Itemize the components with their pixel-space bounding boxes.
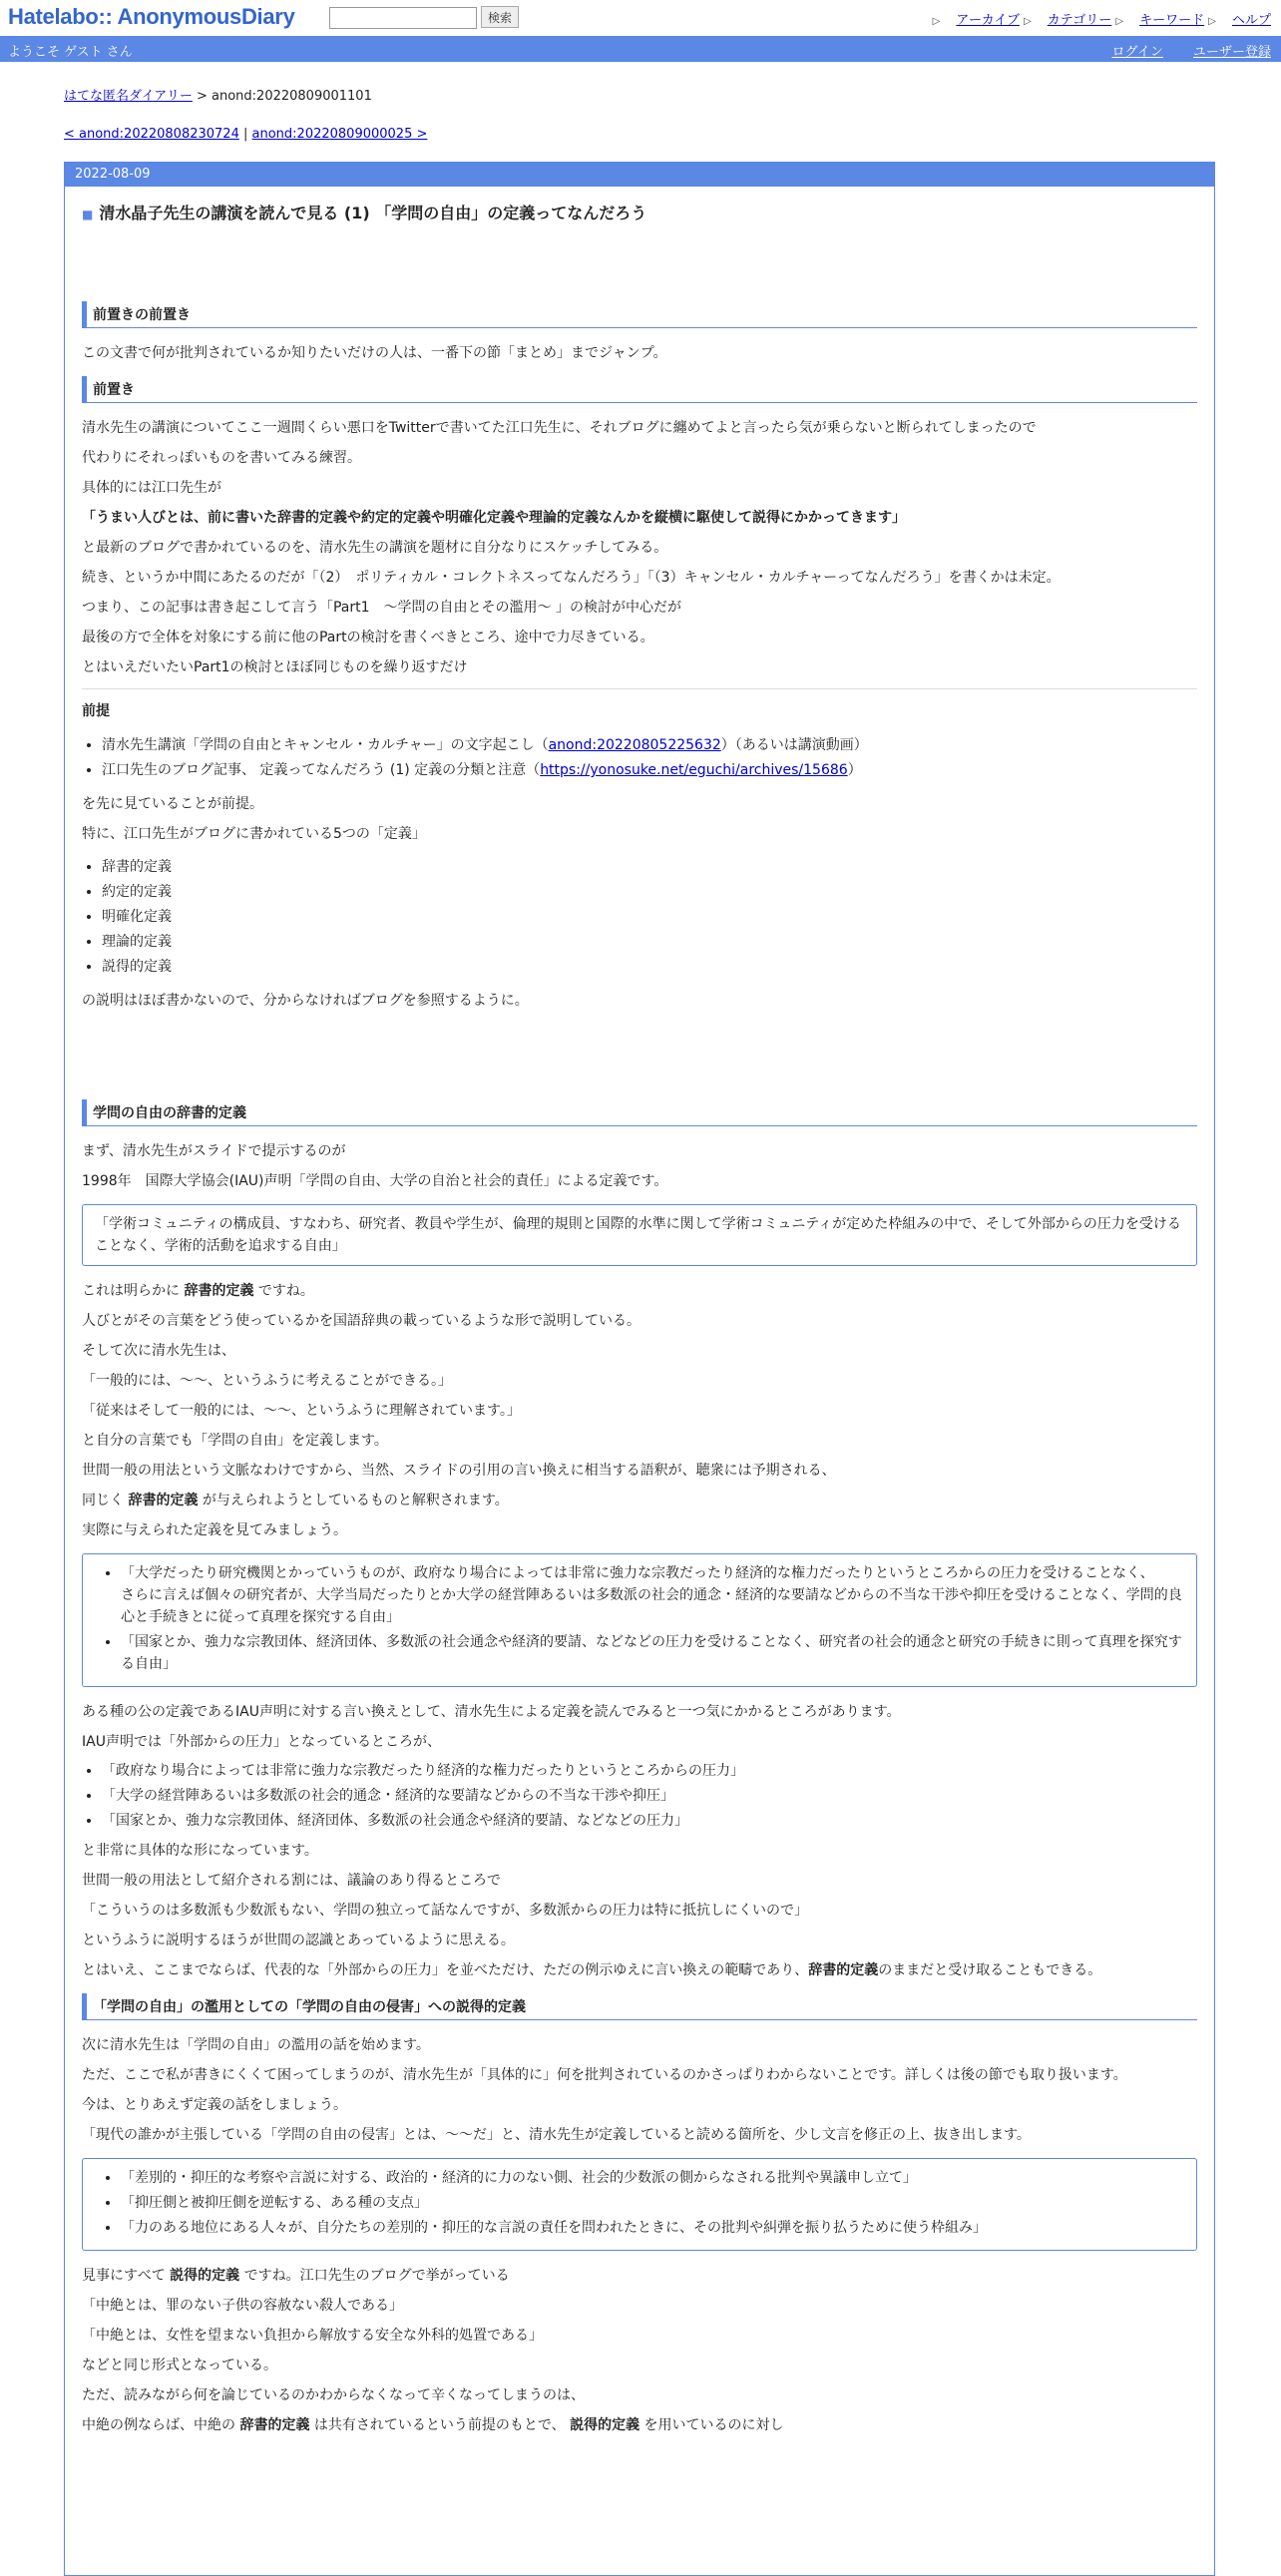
triangle-icon: ▷ [932,16,941,27]
section-heading: 学問の自由の辞書的定義 [82,1099,1197,1126]
section-heading: 「学問の自由」の濫用としての「学問の自由の侵害」への説得的定義 [82,1993,1197,2020]
paragraph: と最新のブログで書かれているのを、清水先生の講演を題材に自分なりにスケッチしてみる。 [82,540,668,556]
text: 「大学だったり研究機関とかっていうものが、政府なり場合によっては非常に強力な宗教だったり経済的な権力だったりというところからの圧力を受けることなく、 [121,1565,1154,1581]
entry-title-text: 清水晶子先生の講演を読んで見る (1) 「学問の自由」の定義ってなんだろう [99,204,647,222]
paragraph: を先に見ていることが前提。 [82,796,263,812]
breadcrumb-sep: > [192,89,213,104]
search-button[interactable]: 検索 [481,6,519,28]
list-item: • 説得的定義 [102,955,1197,980]
paragraph: 実際に与えられた定義を見てみましょう。 [82,1522,347,1538]
reference-link[interactable]: https://yonosuke.net/eguchi/archives/15686 [540,762,848,778]
text: のままだと受け取ることもできる。 [878,1962,1102,1978]
paragraph: まず、清水先生がスライドで提示するのが [82,1143,346,1159]
entry-date: 2022-08-09 [65,163,1214,187]
breadcrumb-home[interactable]: はてな匿名ダイアリー [64,89,193,104]
triangle-icon: ▷ [1024,16,1032,27]
list-item: • 辞書的定義 [102,855,1197,880]
list-text: ） [847,762,862,778]
text: とはいえ、ここまでならば、代表的な「外部からの圧力」を並べただけ、ただの例示ゆえに言い換えの範疇であり、 [82,1962,809,1978]
section-heading: 前置きの前置き [82,301,1197,328]
next-entry-link[interactable]: anond:20220809000025 > [251,127,428,142]
list-item: • 「国家とか、強力な宗教団体、経済団体、多数派の社会通念や経済的要請、などなどの圧力」 [102,1809,1197,1834]
list-item: • 明確化定義 [102,905,1197,930]
welcome-text: ようこそ ゲスト さん [8,45,133,60]
text: ですね。江口先生のブログで挙がっている [239,2268,510,2284]
text: が与えられようとしているものと解釈されます。 [198,1493,509,1508]
paragraph: 清水先生の講演についてここ一週間くらい悪口をTwitterで書いてた江口先生に、それブログに纏めてよと言ったら気が乗らないと断られてしまったので [82,420,1037,436]
paragraph: この文書で何が批判されているか知りたいだけの人は、一番下の節「まとめ」までジャンプ。 [82,345,667,361]
paragraph: などと同じ形式となっている。 [82,2358,277,2373]
paragraph [82,2410,1197,2440]
paragraph: 特に、江口先生がブログに書かれている5つの「定義」 [82,826,426,842]
list-item [102,733,1197,758]
list-text: 清水先生講演「学問の自由とキャンセル・カルチャー」の文字起こし（ [102,737,549,753]
definition-list [82,855,1197,980]
section-heading: 前置き [82,376,1197,403]
paragraph [82,1276,1197,1306]
list-item: • 「力のある地位にある人々が、自分たちの差別的・抑圧的な言説の責任を問われたときに、その批判や糾弾を振り払うために使う枠組み」 [121,2217,1184,2239]
list-item [102,758,1197,783]
subheading: 前提 [82,703,110,719]
paragraph: 人びとがその言葉をどう使っているかを国語辞典の載っているような形で説明している。 [82,1313,640,1329]
paragraph: とはいえだいたいPart1の検討とほぼ同じものを繰り返すだけ [82,659,468,675]
paragraph: つまり、この記事は書き起こして言う「Part1 〜学問の自由とその濫用〜 」の検討が中心だが [82,600,681,616]
paragraph: IAU声明では「外部からの圧力」となっているところが、 [82,1734,441,1750]
text: 同じく [82,1493,129,1508]
reference-link[interactable]: anond:20220805225632 [548,737,721,753]
text: これは明らかに [82,1283,185,1299]
site-logo[interactable]: Hatelabo:: AnonymousDiary [8,4,295,29]
divider [82,688,1197,689]
text: 中絶の例ならば、中絶の [82,2417,240,2433]
paragraph: ただ、ここで私が書きにくくて困ってしまうのが、清水先生が「具体的に」何を批判されているのかさっぱりわからないことです。詳しくは後の節でも取り扱います。 [82,2067,1127,2083]
help-link[interactable]: ヘルプ [1231,13,1271,28]
bold-text: 辞書的定義 [239,2417,310,2433]
register-link[interactable]: ユーザー登録 [1192,45,1271,60]
user-bar [0,36,1281,62]
entry-content [65,187,1214,2440]
paragraph: 世間一般の用法という文脈なわけですから、当然、スライドの引用の言い換えに相当する語釈が、聴衆には予期される、 [82,1463,836,1479]
paragraph: そして次に清水先生は、 [82,1343,235,1359]
text: は共有されているという前提のもとで、 [309,2417,571,2433]
paragraph: と自分の言葉でも「学問の自由」を定義します。 [82,1433,388,1449]
keyword-link[interactable]: キーワード [1139,13,1205,28]
prev-entry-link[interactable]: < anond:20220808230724 [64,127,239,142]
list-item: • 「大学の経営陣あるいは多数派の社会的通念・経済的な要請などからの不当な干渉や抑圧」 [102,1784,1197,1809]
paragraph: 「従来はそして一般的には、〜〜、というふうに理解されています。」 [82,1403,521,1419]
paragraph: 「中絶とは、罪のない子供の容赦ない殺人である」 [82,2298,403,2314]
bold-text: 辞書的定義 [184,1283,254,1299]
paragraph: の説明はほぼ書かないので、分からなければブログを参照するように。 [82,993,529,1009]
text: ですね。 [253,1283,314,1299]
list-item [121,1562,1184,1628]
paragraph: 「一般的には、〜〜、というふうに考えることができる。」 [82,1373,452,1389]
paragraph: 「こういうのは多数派も少数派もない、学問の独立って話なんですが、多数派からの圧力は特に抵抗しにくいので」 [82,1903,808,1919]
paragraph: 今は、とりあえず定義の話をしましょう。 [82,2097,347,2113]
text: さらに言えば個々の研究者が、大学当局だったりとか大学の経営陣あるいは多数派の社会的通念・経済的な要請などからの不当な干渉や抑圧を受けることなく、学問的良心と手続きとに従って真理を探究する自由」 [121,1587,1182,1625]
list-item: • 「差別的・抑圧的な考察や言説に対する、政治的・経済的に力のない側、社会的少数派の側からなされる批判や異議申し立て」 [121,2167,1184,2189]
paragraph: ある種の公の定義であるIAU声明に対する言い換えとして、清水先生による定義を読んでみると一つ気にかかるところがあります。 [82,1704,901,1720]
list-item: • 理論的定義 [102,930,1197,955]
bold-text: 辞書的定義 [808,1962,879,1978]
list-item: • 約定的定義 [102,880,1197,905]
paragraph: 「現代の誰かが主張している「学問の自由の侵害」とは、〜〜だ」と、清水先生が定義していると読める箇所を、少し文言を修正の上、抜き出します。 [82,2127,1031,2143]
paragraph: 続き、というか中間にあたるのだが「（2） ポリティカル・コレクトネスってなんだろう」「（3）キャンセル・カルチャーってなんだろう」を書くかは未定。 [82,570,1061,586]
archive-link[interactable]: アーカイブ [956,13,1020,28]
paragraph: 具体的には江口先生が [82,480,221,496]
paragraph: 1998年 国際大学協会(IAU)声明「学問の自由、大学の自治と社会的責任」による定義です。 [82,1173,668,1189]
paragraph: と非常に具体的な形になっています。 [82,1843,318,1859]
paragraph: 「中絶とは、女性を望まない負担から解放する安全な外科的処置である」 [82,2328,543,2344]
paragraph: というふうに説明するほうが世間の認識とあっているように思える。 [82,1932,515,1948]
search-input[interactable] [329,7,477,29]
bold-text: 辞書的定義 [128,1493,199,1508]
paragraph: 世間一般の用法として紹介される割には、議論のあり得るところで [82,1873,501,1889]
spacer [82,1016,1197,1091]
bold-text: 説得的定義 [570,2417,640,2433]
login-link[interactable]: ログイン [1111,45,1163,60]
paragraph: 代わりにそれっぽいものを書いてみる練習。 [82,450,361,466]
category-link[interactable]: カテゴリー [1047,13,1112,28]
entry-box [64,162,1215,2576]
reference-list [82,733,1197,783]
triangle-icon: ▷ [1208,16,1216,27]
paragraph: 「うまい人びとは、前に書いた辞書的定義や約定的定義や明確化定義や理論的定義なんかを縦横に駆使して説得にかかってきます」 [82,510,906,526]
top-links [933,9,1271,28]
list-item: • 「国家とか、強力な宗教団体、経済団体、多数派の社会通念や経済的要請、などなどの圧力を受けることなく、研究者の社会的通念と研究の手続きに則って真理を探究する自由」 [121,1631,1184,1675]
pressure-list [82,1759,1197,1834]
paragraph: 次に清水先生は「学問の自由」の濫用の話を始めます。 [82,2037,430,2053]
list-text: ）（あるいは講演動画） [720,737,868,753]
list-item: • 「抑圧側と被抑圧側を逆転する、ある種の支点」 [121,2192,1184,2214]
text: 見事にすべて [82,2268,171,2284]
entry-pager [64,127,427,142]
breadcrumb-current: anond:20220809001101 [212,89,372,104]
list-text: 江口先生のブログ記事、 定義ってなんだろう (1) 定義の分類と注意（ [102,762,541,778]
paragraph [82,2261,1197,2291]
paragraph [82,1955,1197,1985]
entry-title [82,201,1197,223]
top-header [0,0,1281,36]
triangle-icon: ▷ [1115,16,1124,27]
paragraph [82,1486,1197,1515]
list-item: • 「政府なり場合によっては非常に強力な宗教だったり経済的な権力だったりというところからの圧力」 [102,1759,1197,1784]
square-bullet-icon[interactable]: ■ [82,208,94,221]
blockquote [82,1553,1197,1687]
breadcrumb [64,85,372,104]
text: を用いているのに対し [640,2417,784,2433]
paragraph: ただ、読みながら何を論じているのかわからなくなって辛くなってしまうのは、 [82,2387,585,2403]
bold-text: 説得的定義 [170,2268,240,2284]
paragraph: 最後の方で全体を対象にする前に他のPartの検討を書くべきところ、途中で力尽きている。 [82,630,654,645]
blockquote: 「学術コミュニティの構成員、すなわち、研究者、教員や学生が、倫理的規則と国際的水準に関して学術コミュニティが定めた枠組みの中で、そして外部からの圧力を受けることなく、学術的活動を追求する自由」 [82,1204,1197,1266]
pager-sep: | [238,127,252,142]
blockquote [82,2158,1197,2251]
